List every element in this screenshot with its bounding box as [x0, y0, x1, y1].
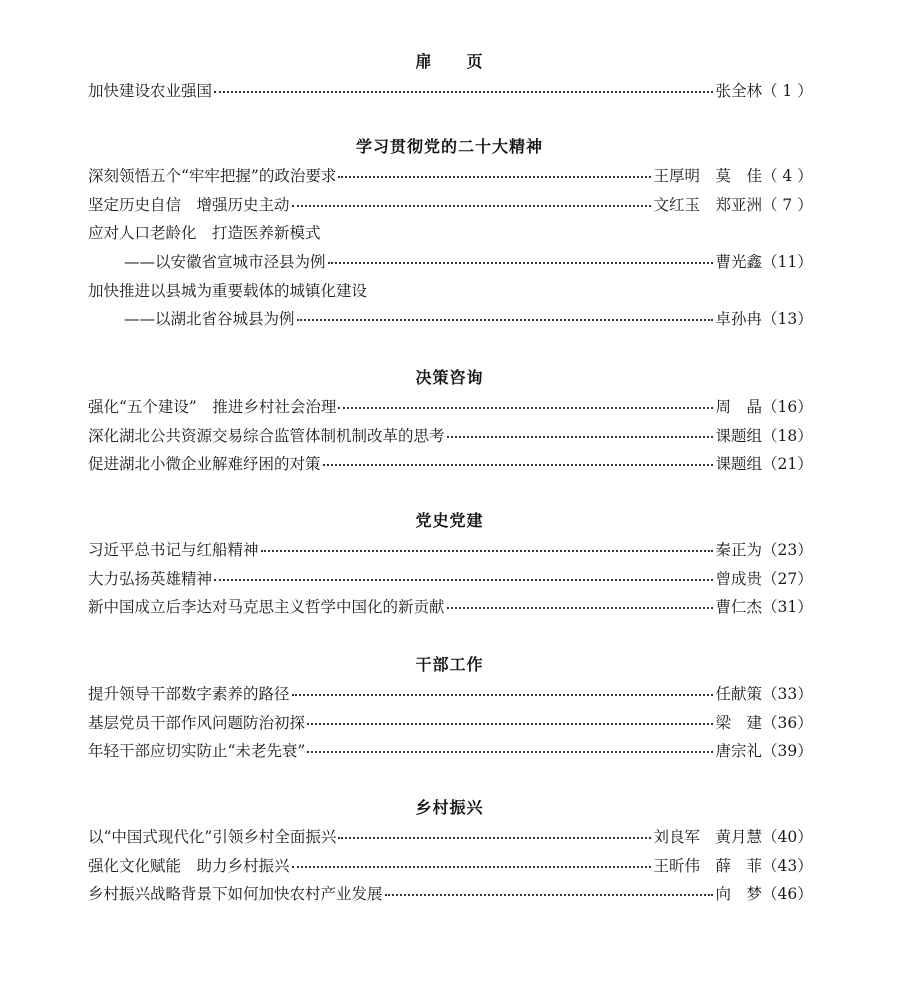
entry-authors: 曾成贵: [715, 569, 762, 588]
toc-entry[interactable]: [88, 679, 813, 708]
entry-page: （46）: [762, 885, 813, 904]
toc-entry[interactable]: [88, 822, 813, 851]
entry-authors: 任献策: [715, 685, 762, 704]
entry-page: （43）: [762, 856, 813, 875]
dot-leader: [297, 319, 714, 321]
toc-section: [0, 651, 899, 765]
toc-section: [0, 507, 899, 621]
dot-leader: [307, 723, 713, 725]
toc-entry-subtitle[interactable]: [88, 247, 813, 276]
entry-title: 深刻领悟五个“牢牢把握”的政治要求: [88, 167, 337, 186]
entry-authors: 向 梦: [715, 885, 762, 904]
toc-entry[interactable]: [88, 592, 813, 621]
toc-entry[interactable]: [88, 708, 813, 737]
dot-leader: [338, 837, 651, 839]
dot-leader: [447, 436, 714, 438]
entry-title: 强化文化赋能 助力乡村振兴: [88, 856, 290, 875]
entry-page: （11）: [762, 253, 813, 272]
section-heading: 扉 页: [415, 52, 484, 71]
entry-title: 加快推进以县城为重要载体的城镇化建设: [88, 281, 368, 300]
toc-section: [0, 364, 899, 478]
entry-title: 加快建设农业强国: [88, 82, 213, 101]
dot-leader: [292, 205, 652, 207]
dot-leader: [214, 579, 713, 581]
entry-title: 坚定历史自信 增强历史主动: [88, 195, 290, 214]
entry-title: 年轻干部应切实防止“未老先衰”: [88, 742, 306, 761]
entry-authors: 王厚明 莫 佳: [653, 167, 762, 186]
entry-page: （33）: [762, 685, 813, 704]
toc-entry[interactable]: [88, 392, 813, 421]
entry-title: 以“中国式现代化”引领乡村全面振兴: [88, 828, 337, 847]
entry-authors: 秦正为: [715, 541, 762, 560]
entry-authors: 张全林: [715, 82, 762, 101]
toc-entry[interactable]: [88, 736, 813, 765]
entry-page: （13）: [762, 310, 813, 329]
toc-entry[interactable]: [88, 76, 813, 105]
dot-leader: [292, 866, 652, 868]
entry-authors: 刘良军 黄月慧: [653, 828, 762, 847]
entry-page: （23）: [762, 541, 813, 560]
entry-page: （39）: [762, 742, 813, 761]
entry-title: 强化“五个建设” 推进乡村社会治理: [88, 398, 337, 417]
entry-title: 新中国成立后李达对马克思主义哲学中国化的新贡献: [88, 598, 445, 617]
entry-title: 深化湖北公共资源交易综合监管体制机制改革的思考: [88, 426, 445, 445]
entry-authors: 曹仁杰: [715, 598, 762, 617]
dot-leader: [261, 550, 714, 552]
entry-authors: 文红玉 郑亚洲: [653, 195, 762, 214]
section-heading: 党史党建: [415, 511, 484, 530]
entry-title: 应对人口老龄化 打造医养新模式: [88, 224, 321, 243]
entry-authors: 周 晶: [715, 398, 762, 417]
entry-authors: 王昕伟 薛 菲: [653, 856, 762, 875]
entry-title: 习近平总书记与红船精神: [88, 541, 259, 560]
entry-page: （ 1 ）: [762, 82, 813, 101]
dot-leader: [292, 694, 714, 696]
entry-subtitle: ——以安徽省宣城市泾县为例: [124, 253, 326, 272]
toc-entry[interactable]: [88, 564, 813, 593]
dot-leader: [323, 464, 714, 466]
dot-leader: [338, 407, 713, 409]
entry-page: （18）: [762, 426, 813, 445]
section-heading: 学习贯彻党的二十大精神: [355, 137, 543, 156]
toc-section: [0, 133, 899, 333]
entry-authors: 课题组: [715, 455, 762, 474]
toc-entry-title-only[interactable]: [88, 218, 808, 247]
entry-page: （40）: [762, 828, 813, 847]
toc-entry[interactable]: [88, 161, 813, 190]
entry-title: 促进湖北小微企业解难纾困的对策: [88, 455, 321, 474]
entry-authors: 曹光鑫: [715, 253, 762, 272]
toc-entry-title-only[interactable]: [88, 275, 808, 304]
dot-leader: [214, 91, 713, 93]
entry-page: （ 4 ）: [762, 167, 813, 186]
toc-entry[interactable]: [88, 190, 813, 219]
entry-page: （21）: [762, 455, 813, 474]
toc-entry[interactable]: [88, 421, 813, 450]
entry-title: 基层党员干部作风问题防治初探: [88, 713, 306, 732]
section-heading: 决策咨询: [415, 368, 484, 387]
entry-page: （36）: [762, 713, 813, 732]
entry-page: （16）: [762, 398, 813, 417]
toc-section: [0, 48, 899, 105]
entry-authors: 梁 建: [715, 713, 762, 732]
toc-entry[interactable]: [88, 535, 813, 564]
entry-page: （27）: [762, 569, 813, 588]
toc-section: [0, 794, 899, 908]
entry-title: 乡村振兴战略背景下如何加快农村产业发展: [88, 885, 383, 904]
dot-leader: [328, 262, 714, 264]
entry-page: （ 7 ）: [762, 195, 813, 214]
entry-authors: 课题组: [715, 426, 762, 445]
toc-entry[interactable]: [88, 879, 813, 908]
dot-leader: [447, 607, 714, 609]
dot-leader: [338, 176, 651, 178]
toc-entry-subtitle[interactable]: [88, 304, 813, 333]
section-heading: 干部工作: [415, 655, 484, 674]
section-heading: 乡村振兴: [415, 798, 484, 817]
entry-authors: 卓孙冉: [715, 310, 762, 329]
dot-leader: [385, 894, 714, 896]
toc-entry[interactable]: [88, 449, 813, 478]
entry-title: 提升领导干部数字素养的路径: [88, 685, 290, 704]
toc-entry[interactable]: [88, 851, 813, 880]
entry-authors: 唐宗礼: [715, 742, 762, 761]
entry-title: 大力弘扬英雄精神: [88, 569, 213, 588]
entry-page: （31）: [762, 598, 813, 617]
entry-subtitle: ——以湖北省谷城县为例: [124, 310, 295, 329]
dot-leader: [307, 751, 713, 753]
